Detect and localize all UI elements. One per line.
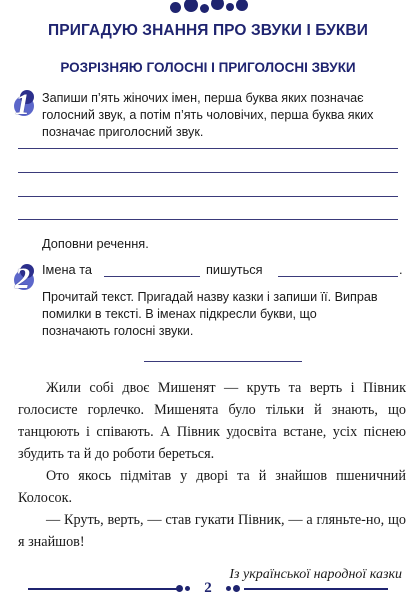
task-1-number: 1 <box>15 88 30 121</box>
task-2-number: 2 <box>15 262 30 295</box>
answer-line-3[interactable] <box>18 196 398 197</box>
footer-dot-icon <box>226 586 231 591</box>
footer-dot-icon <box>185 586 190 591</box>
sentence-blank-2[interactable] <box>278 276 398 277</box>
story-paragraph: Ото якось підмітав у дворі та й знайшов пшеничний Колосок. <box>18 468 406 506</box>
answer-line-1[interactable] <box>18 148 398 149</box>
sentence-part-2: пишуться <box>206 262 263 277</box>
footer-dot-icon <box>233 585 240 592</box>
answer-line-2[interactable] <box>18 172 398 173</box>
task-2-badge-icon <box>14 264 38 294</box>
story-text <box>18 377 406 553</box>
page-subtitle: РОЗРІЗНЯЮ ГОЛОСНІ І ПРИГОЛОСНІ ЗВУКИ <box>60 60 356 75</box>
story-paragraph: Жили собі двоє Мишенят — круть та верть і Півник голосисте горлечко. Мишенята було тільки й знають, що танцюють і співають. А Півник удосвіта встане, усіх піснею збудить та й до роботи береться. <box>18 380 406 462</box>
story-paragraph: — Круть, верть, — став гукати Півник, — а гляньте-но, що я знайшов! <box>18 512 406 550</box>
answer-line-4[interactable] <box>18 219 398 220</box>
page-number: 2 <box>196 580 220 597</box>
title-answer-line[interactable] <box>144 361 302 362</box>
footer-line-right <box>244 588 388 590</box>
sentence-blank-1[interactable] <box>104 276 200 277</box>
sentence-end: . <box>399 262 403 277</box>
footer-line-left <box>28 588 178 590</box>
footer-dot-icon <box>176 585 183 592</box>
complete-sentence-instruction: Доповни речення. <box>42 236 149 251</box>
page-title: ПРИГАДУЮ ЗНАННЯ ПРО ЗВУКИ І БУКВИ <box>48 22 368 39</box>
sentence-part-1: Імена та <box>42 262 93 277</box>
task-2-text: Прочитай текст. Пригадай назву казки і запиши її. Виправ помилки в тексті. В іменах підкресли букви, що позначають голосні звуки. <box>42 290 378 338</box>
task-1-text: Запиши п’ять жіночих імен, перша буква яких позначає голосний звук, а потім п’ять чоловічих, перша буква яких позначає приголосний звук. <box>42 91 374 139</box>
story-source: Із української народної казки <box>229 567 402 582</box>
decorative-dots <box>0 0 416 20</box>
task-1-badge-icon <box>14 90 38 120</box>
